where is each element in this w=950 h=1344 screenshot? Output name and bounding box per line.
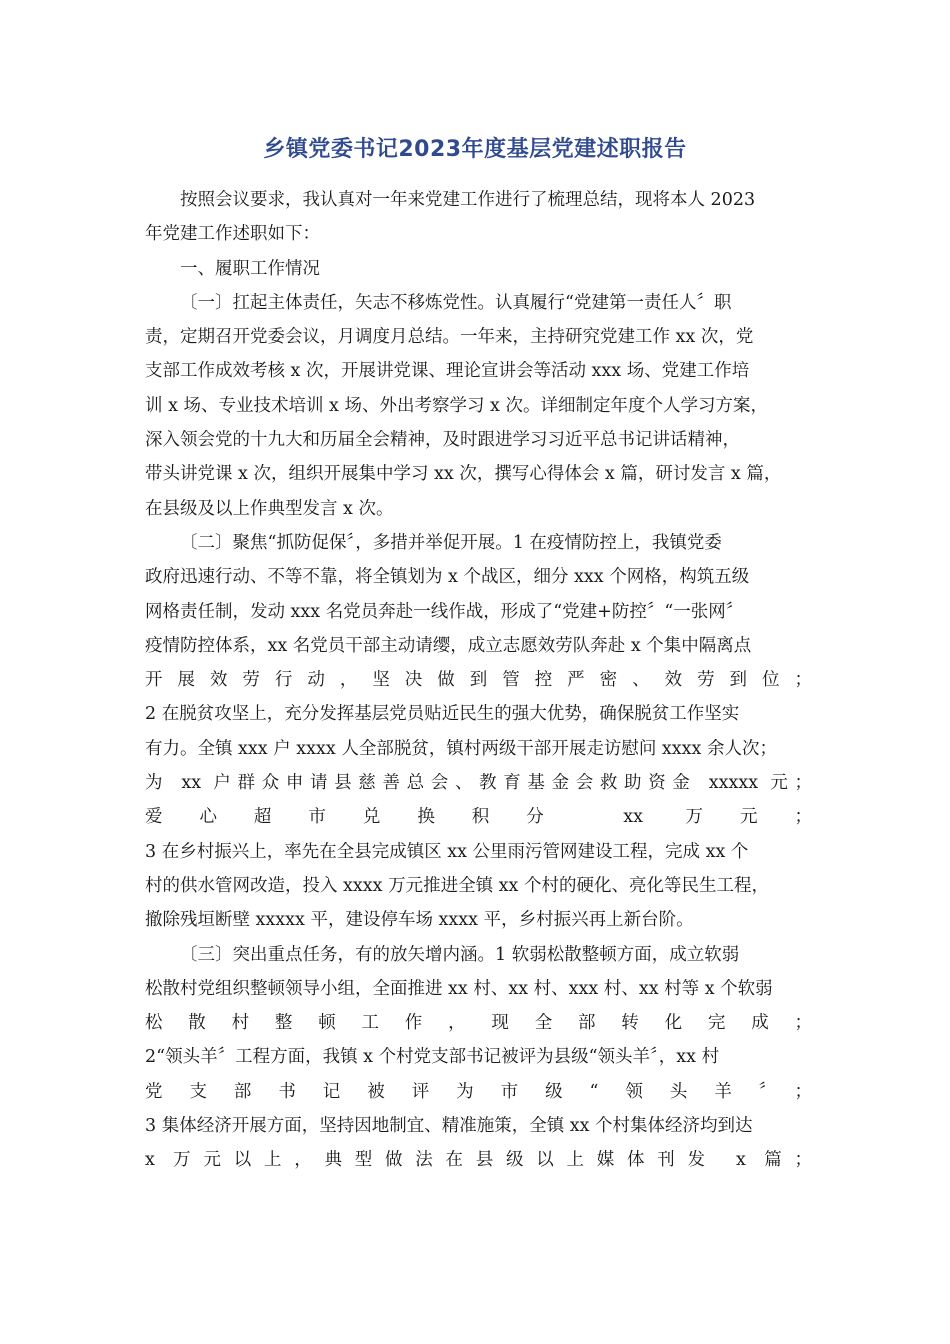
- text-line: 3 集体经济开展方面，坚持因地制宜、精准施策，全镇 xx 个村集体经济均到达: [145, 1116, 753, 1137]
- text-line: 深入领会党的十九大和历届全会精神，及时跟进学习习近平总书记讲话精神，: [145, 430, 740, 451]
- text-line: x 万元以上，典型做法在县级以上媒体刊发 x 篇；: [145, 1150, 812, 1171]
- document-body: [145, 183, 812, 1178]
- text-line: 3 在乡村振兴上，率先在全县完成镇区 xx 公里雨污管网建设工程，完成 xx 个: [145, 841, 749, 862]
- text-line: 2“领头羊〞工程方面，我镇 x 个村党支部书记被评为县级“领头羊〞，xx 村: [145, 1047, 720, 1068]
- text-line: 带头讲党课 x 次，组织开展集中学习 xx 次，撰写心得体会 x 篇，研讨发言 x 篇，: [145, 464, 782, 485]
- text-line: 在县级及以上作典型发言 x 次。: [145, 498, 394, 519]
- text-line: 网格责任制，发动 xxx 名党员奔赴一线作战，形成了“党建+防控〞“一张网〞: [145, 601, 744, 622]
- text-line: 〔三〕突出重点任务，有的放矢增内涵。1 软弱松散整顿方面，成立软弱: [180, 944, 740, 965]
- text-line: 开展效劳行动，坚决做到管控严密、效劳到位；: [145, 670, 812, 691]
- paragraph-2: [145, 526, 812, 938]
- text-line: 2 在脱贫攻坚上，充分发挥基层党员贴近民生的强大优势，确保脱贫工作坚实: [145, 704, 740, 725]
- document-title: 乡镇党委书记2023年度基层党建述职报告: [263, 137, 687, 162]
- text-line: 责，定期召开党委会议，月调度月总结。一年来，主持研究党建工作 xx 次，党: [145, 327, 754, 348]
- text-line: 党支部书记被评为市级“领头羊〞；: [145, 1081, 812, 1102]
- text-line: 训 x 场、专业技术培训 x 场、外出考察学习 x 次。详细制定年度个人学习方案，: [145, 395, 768, 416]
- text-line: 为 xx 户群众申请县慈善总会、教育基金会救助资金 xxxxx 元；: [145, 773, 812, 794]
- text-line: 爱心超市兑换积分 xx 万元；: [145, 807, 812, 828]
- text-line: 〔一〕扛起主体责任，矢志不移炼党性。认真履行“党建第一责任人〞职: [180, 292, 732, 313]
- text-line: 〔二〕聚焦“抓防促保〞，多措并举促开展。1 在疫情防控上，我镇党委: [180, 532, 722, 553]
- text-line: 按照会议要求，我认真对一年来党建工作进行了梳理总结，现将本人 2023: [180, 190, 756, 210]
- section-heading-text: 一、履职工作情况: [180, 258, 320, 279]
- paragraph-1: [145, 286, 812, 526]
- intro-paragraph: [145, 183, 812, 252]
- text-line: 村的供水管网改造，投入 xxxx 万元推进全镇 xx 个村的硬化、亮化等民生工程，: [145, 875, 769, 896]
- text-line: 支部工作成效考核 x 次，开展讲党课、理论宣讲会等活动 xxx 场、党建工作培: [145, 361, 750, 382]
- text-line: 松散村整顿工作，现全部转化完成；: [145, 1013, 812, 1034]
- text-line: 政府迅速行动、不等不靠，将全镇划为 x 个战区，细分 xxx 个网格，构筑五级: [145, 567, 750, 588]
- text-line: 撤除残垣断壁 xxxxx 平，建设停车场 xxxx 平，乡村振兴再上新台阶。: [145, 910, 694, 931]
- text-line: 有力。全镇 xxx 户 xxxx 人全部脱贫，镇村两级干部开展走访慰问 xxxx 余人次；: [145, 738, 777, 759]
- text-line: 松散村党组织整顿领导小组，全面推进 xx 村、xx 村、xxx 村、xx 村等 x 个软弱: [145, 978, 773, 999]
- section-heading: [145, 252, 812, 286]
- text-line: 疫情防控体系，xx 名党员干部主动请缨，成立志愿效劳队奔赴 x 个集中隔离点: [145, 635, 752, 656]
- text-line: 年党建工作述职如下：: [145, 224, 320, 245]
- paragraph-3: [145, 938, 812, 1178]
